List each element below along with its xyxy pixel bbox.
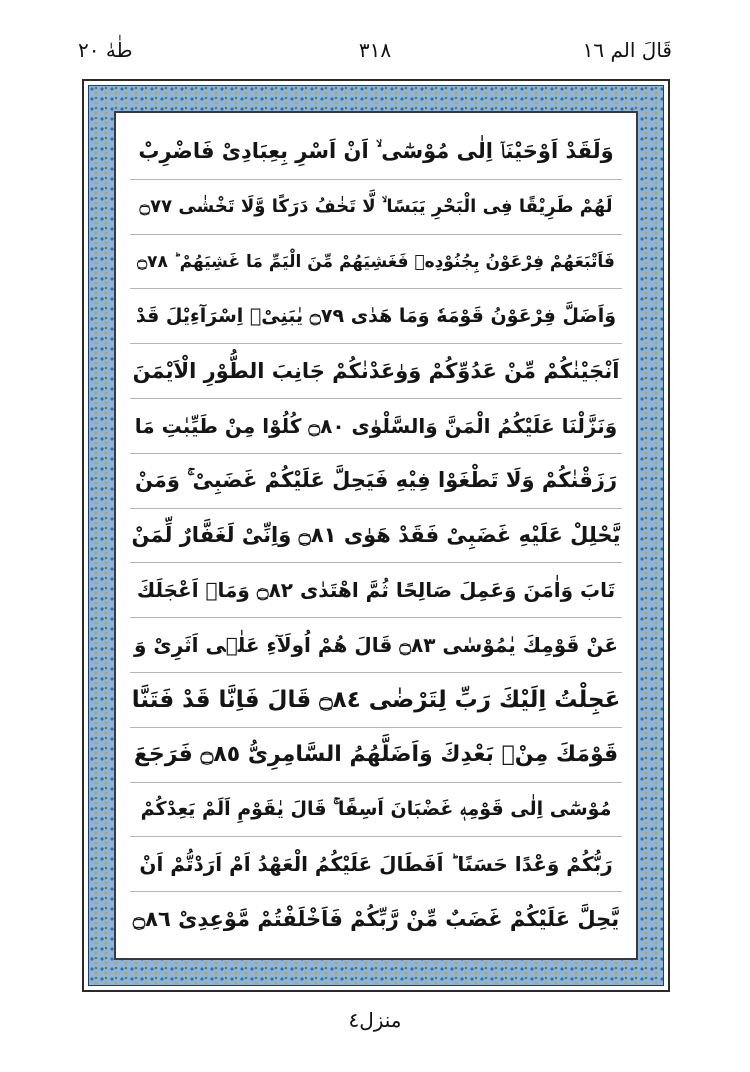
- verse-line: فَاَتْبَعَهُمْ فِرْعَوْنُ بِجُنُوْدِهٖ فَغَشِيَهُمْ مِّنَ الْيَمِّ مَا غَشِيَهُمْ ؕ ۝٧٨: [130, 235, 622, 290]
- verse-line: وَاَضَلَّ فِرْعَوْنُ قَوْمَهٗ وَمَا هَدٰى ۝٧٩ يٰبَنِىْۤ اِسْرَآءِيْلَ قَدْ: [130, 289, 622, 344]
- verse-line: يَّحْلِلْ عَلَيْهِ غَضَبِىْ فَقَدْ هَوٰى ۝٨١ وَاِنِّىْ لَغَفَّارٌ لِّمَنْ: [130, 509, 622, 564]
- page-header: [78, 38, 672, 78]
- verse-lines: [130, 125, 622, 946]
- verse-line: قَوْمَكَ مِنْۢ بَعْدِكَ وَاَضَلَّهُمُ السَّامِرِىُّ ۝٨٥ فَرَجَعَ: [130, 728, 622, 783]
- text-panel: [114, 111, 638, 960]
- verse-line: لَهُمْ طَرِيْقًا فِى الْبَحْرِ يَبَسًا ۙ لَّا تَخٰفُ دَرَكًا وَّلَا تَخْشٰى ۝٧٧: [130, 180, 622, 235]
- verse-line: وَنَزَّلْنَا عَلَيْكُمُ الْمَنَّ وَالسَّلْوٰى ۝٨٠ كُلُوْا مِنْ طَيِّبٰتِ مَا: [130, 399, 622, 454]
- page-footer: [0, 1008, 750, 1032]
- verse-line: رَبُّكُمْ وَعْدًا حَسَنًا ؕ اَفَطَالَ عَلَيْكُمُ الْعَهْدُ اَمْ اَرَدْتُّمْ اَنْ: [130, 837, 622, 892]
- verse-line: عَنْ قَوْمِكَ يٰمُوْسٰى ۝٨٣ قَالَ هُمْ اُولَآءِ عَلٰۤى اَثَرِىْ وَ: [130, 618, 622, 673]
- verse-line: اَنْجَيْنٰكُمْ مِّنْ عَدُوِّكُمْ وَوٰعَدْنٰكُمْ جَانِبَ الطُّوْرِ الْاَيْمَنَ: [130, 344, 622, 399]
- page-number: ٣١٨: [358, 38, 392, 62]
- verse-line: وَلَقَدْ اَوْحَيْنَاۤ اِلٰى مُوْسٰٓى ۙ اَنْ اَسْرِ بِعِبَادِىْ فَاضْرِبْ: [130, 125, 622, 180]
- juz-label: قَالَ الم ١٦: [582, 38, 672, 62]
- verse-line: تَابَ وَاٰمَنَ وَعَمِلَ صَالِحًا ثُمَّ اهْتَدٰى ۝٨٢ وَمَاۤ اَعْجَلَكَ: [130, 563, 622, 618]
- verse-line: يَّحِلَّ عَلَيْكُمْ غَضَبٌ مِّنْ رَّبِّكُمْ فَاَخْلَفْتُمْ مَّوْعِدِىْ ۝٨٦: [132, 907, 620, 932]
- surah-label: طٰهٰ ٢٠: [78, 38, 133, 62]
- page-frame: [82, 79, 670, 992]
- verse-line: مُوْسٰٓى اِلٰى قَوْمِهٖ غَضْبَانَ اَسِفًا ۚ قَالَ يٰقَوْمِ اَلَمْ يَعِدْكُمْ: [130, 783, 622, 838]
- verse-line: عَجِلْتُ اِلَيْكَ رَبِّ لِتَرْضٰى ۝٨٤ قَالَ فَاِنَّا قَدْ فَتَنَّا: [130, 673, 622, 728]
- verse-line: رَزَقْنٰكُمْ وَلَا تَطْغَوْا فِيْهِ فَيَحِلَّ عَلَيْكُمْ غَضَبِىْ ۚ وَمَنْ: [130, 454, 622, 509]
- manzil-label: منزل٤: [348, 1008, 402, 1032]
